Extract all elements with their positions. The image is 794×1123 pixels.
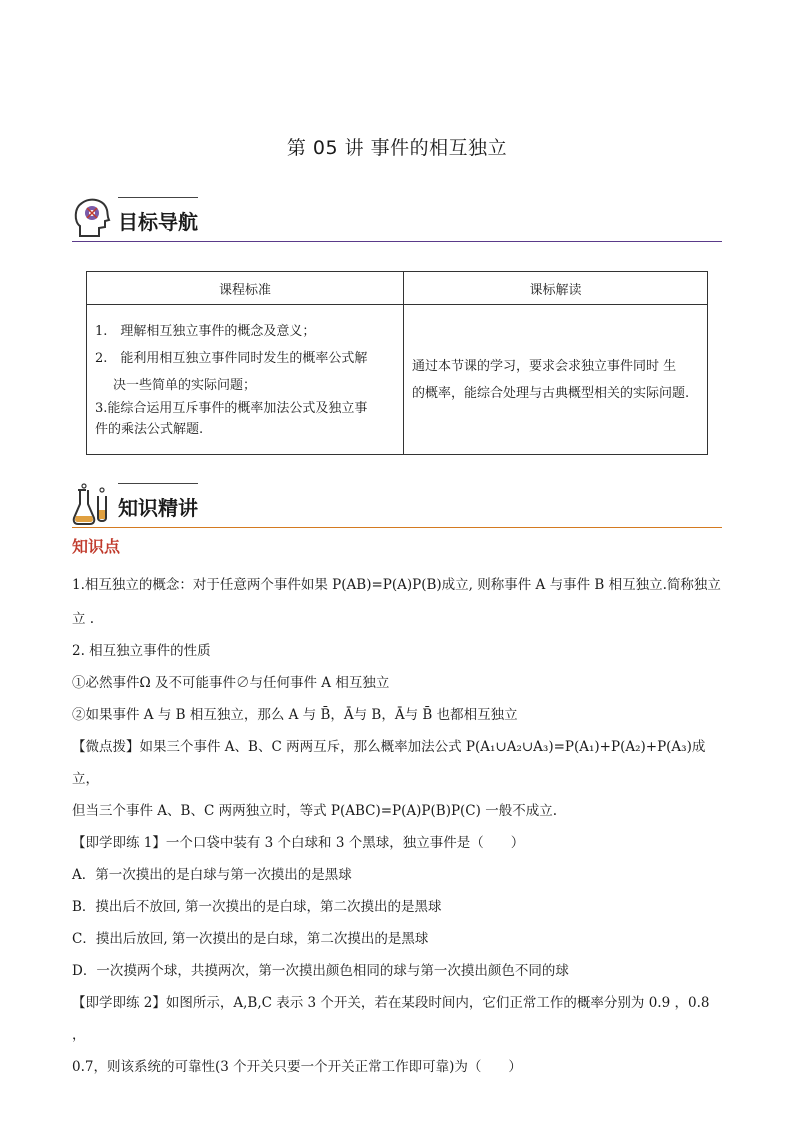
table-header: 课程标准 [87,272,404,305]
table-cell [404,305,708,455]
curriculum-table [86,271,708,455]
table-cell [87,305,404,455]
section-title: 目标导航 [118,210,198,234]
table-cell-line: 2. 能利用相互独立事件同时发生的概率公式解 [95,351,368,366]
paragraph: 1.相互独立的概念：对于任意两个事件如果 P(AB)=P(A)P(B)成立, 则称事件 A 与事件 B 相互独立.简称独立 [72,577,721,593]
table-header: 课标解读 [404,272,708,305]
content-body [72,567,726,1083]
exercise-question: 【即学即练 1】一个口袋中装有 3 个白球和 3 个黑球，独立事件是（ ） [72,835,525,851]
divider [72,241,722,242]
paragraph: 但当三个事件 A、B、C 两两独立时，等式 P(ABC)=P(A)P(B)P(C) 一般不成立. [72,803,557,819]
flask-icon [72,482,112,526]
option-a: A．第一次摸出的是白球与第一次摸出的是黑球 [72,867,352,883]
divider [118,197,198,198]
option-c: C．摸出后放回, 第一次摸出的是白球，第二次摸出的是黑球 [72,931,429,947]
paragraph: ①必然事件Ω 及不可能事件∅与任何事件 A 相互独立 [72,675,390,691]
paragraph: 立 . [72,611,95,627]
table-cell-line: 件的乘法公式解题. [95,422,204,437]
head-gear-icon [72,196,112,240]
page-title: 第 05 讲 事件的相互独立 [286,137,508,159]
table-cell-line: 3.能综合运用互斥事件的概率加法公式及独立事 [95,401,368,416]
divider [72,527,722,528]
exercise-question: 【即学即练 2】如图所示，A,B,C 表示 3 个开关，若在某段时间内，它们正常工作的概率分别为 0.9 ，0.8 ， [72,995,710,1043]
option-d: D．一次摸两个球，共摸两次，第一次摸出颜色相同的球与第一次摸出颜色不同的球 [72,963,569,979]
tip-paragraph: 【微点拨】如果三个事件 A、B、C 两两互斥，那么概率加法公式 P(A₁∪A₂∪A₃)=P(A₁)+P(A₂)+P(A₃)成立， [72,739,706,787]
paragraph: ②如果事件 A 与 B 相互独立，那么 A 与 B̄，Ā与 B，Ā与 B̄ 也都相互独立 [72,707,518,723]
option-b: B．摸出后不放回, 第一次摸出的是白球，第二次摸出的是黑球 [72,899,442,915]
table-cell-line: 通过本节课的学习，要求会求独立事件同时 生 [412,358,677,374]
divider [118,483,198,484]
section-title: 知识精讲 [118,496,198,520]
table-cell-line: 1. 理解相互独立事件的概念及意义； [95,324,316,339]
paragraph: 0.7，则该系统的可靠性(3 个开关只要一个开关正常工作即可靠)为（ ） [72,1059,522,1075]
section-header-knowledge [72,482,722,528]
section-header-goals [72,196,722,242]
table-cell-line: 决一些简单的实际问题； [113,378,257,393]
knowledge-point-heading: 知识点 [72,537,121,556]
paragraph: 2. 相互独立事件的性质 [72,643,211,659]
table-cell-line: 的概率，能综合处理与古典概型相关的实际问题. [412,385,690,401]
